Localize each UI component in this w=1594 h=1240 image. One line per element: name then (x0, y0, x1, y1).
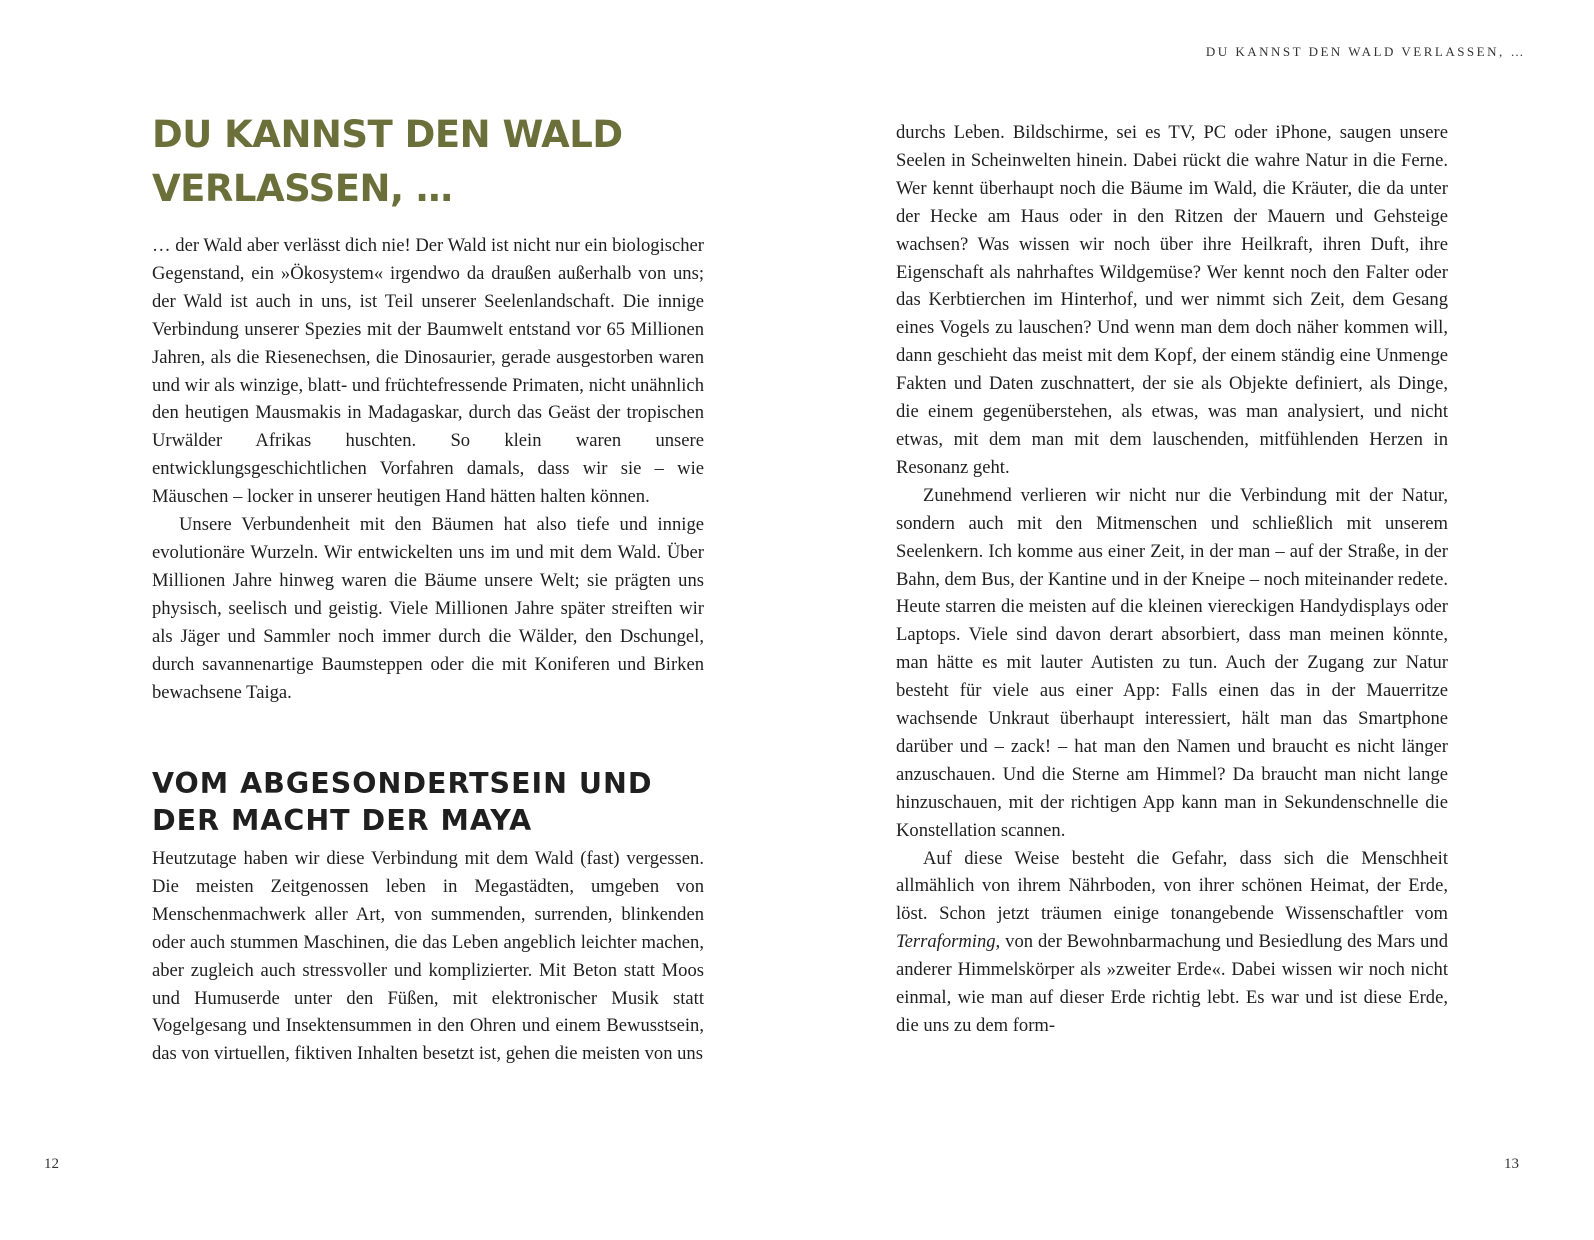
emphasized-term: Terraforming, (896, 931, 1001, 953)
chapter-title: DU KANNST DEN WALD VERLASSEN, … (152, 113, 623, 210)
text-run: Auf diese Weise besteht die Gefahr, dass sich die Menschheit allmählich von ihrem Nährboden, von ihrer schönen Heimat, der Erde, löst. Schon jetzt träumen einige tonangebende Wissenschaftler vom (896, 847, 1448, 925)
page-number-left: 12 (44, 1156, 59, 1172)
intro-text-block (152, 232, 704, 706)
body-paragraph: Zunehmend verlieren wir nicht nur die Verbindung mit der Natur, sondern auch mit den Mitmenschen und schließlich mit unserem Seelenkern. Ich komme aus einer Zeit, in der man – auf der Straße, in der Bahn, dem Bus, der Kantine und in der Kneipe – noch miteinander redete. Heute starren die meisten auf die kleinen viereckigen Handydisplays oder Laptops. Viele sind davon derart absorbiert, dass man meinen könnte, man hätte es mit lauter Autisten zu tun. Auch der Zugang zur Natur besteht für viele aus einer App: Falls einen das in der Mauerritze wachsende Unkraut überhaupt interessiert, hält man das Smartphone darüber und – zack! – hat man den Namen und braucht es nicht länger anzuschauen. Und die Sterne am Himmel? Da braucht man nicht lange hinzuschauen, mit der richtigen App kann man in Sekundenschnelle die Konstellation scannen. (896, 484, 1448, 841)
text-run: von der Bewohnbarmachung und Besiedlung des Mars und anderer Himmelskörper als »zweiter Erde«. Dabei wissen wir noch nicht einmal, wie man auf dieser Erde richtig lebt. Es war und ist diese Erde, die uns zu dem form- (896, 931, 1448, 1036)
page-number-right: 13 (1504, 1156, 1519, 1172)
body-paragraph: durchs Leben. Bildschirme, sei es TV, PC oder iPhone, saugen unsere Seelen in Scheinwelten hinein. Dabei rückt die wahre Natur in die Ferne. Wer kennt überhaupt noch die Bäume im Wald, die Kräuter, die da unter der Hecke am Haus oder in den Ritzen der Mauern und Gehsteige wachsen? Was wissen wir noch über ihre Heilkraft, ihren Duft, ihre Eigenschaft als nahrhaftes Wildgemüse? Wer kennt noch den Falter oder das Kerbtierchen im Hinterhof, und wer nimmt sich Zeit, dem Gesang eines Vogels zu lauschen? Und wenn man dem doch näher kommen will, dann geschieht das meist mit dem Kopf, der einem ständig eine Unmenge Fakten und Daten zuschnattert, der sie als Objekte definiert, als Dinge, die einem gegenüberstehen, als etwas, was man analysiert, und nicht etwas, mit dem man mit dem lauschenden, mitfühlenden Herzen in Resonanz geht. (896, 122, 1448, 478)
section-text-block (152, 845, 704, 1068)
body-paragraph (896, 845, 1448, 1040)
continued-text-block (896, 119, 1448, 1040)
running-head: DU KANNST DEN WALD VERLASSEN, … (1205, 44, 1526, 59)
intro-paragraph: … der Wald aber verlässt dich nie! Der Wald ist nicht nur ein biologischer Gegenstand, ein »Ökosystem« irgendwo da draußen außerhalb von uns; der Wald ist auch in uns, ist Teil unserer Seelenlandschaft. Die innige Verbindung unserer Spezies mit der Baumwelt entstand vor 65 Millionen Jahren, als die Riesenechsen, die Dinosaurier, gerade ausgestorben waren und wir als winzige, blatt- und früchtefressende Primaten, nicht unähnlich den heutigen Mausmakis in Madagaskar, durch das Geäst der tropischen Urwälder Afrikas huschten. So klein waren unsere entwicklungsgeschichtlichen Vorfahren damals, dass wir sie – wie Mäuschen – locker in unserer heutigen Hand hätten halten können. (152, 235, 704, 508)
body-paragraph: Unsere Verbundenheit mit den Bäumen hat also tiefe und innige evolutionäre Wurzeln. Wir entwickelten uns im und mit dem Wald. Über Millionen Jahre hinweg waren die Bäume unsere Welt; sie prägten uns physisch, seelisch und geistig. Viele Millionen Jahre später streiften wir als Jäger und Sammler noch immer durch die Wälder, den Dschungel, durch savannenartige Baumsteppen oder die mit Koniferen und Birken bewachsene Taiga. (152, 514, 704, 703)
body-paragraph: Heutzutage haben wir diese Verbindung mit dem Wald (fast) vergessen. Die meisten Zeitgenossen leben in Megastädten, umgeben von Menschenmachwerk aller Art, von summenden, surrenden, blinkenden oder auch stummen Maschinen, die das Leben angeblich leichter machen, aber zugleich auch stressvoller und komplizierter. Mit Beton statt Moos und Humuserde unter den Füßen, mit elektronischer Musik statt Vogelgesang und Insektensummen in den Ohren und einem Bewusstsein, das von virtuellen, fiktiven Inhalten besetzt ist, gehen die meisten von uns (152, 848, 704, 1065)
section-title: VOM ABGESONDERTSEIN UND DER MACHT DER MAYA (152, 767, 653, 837)
